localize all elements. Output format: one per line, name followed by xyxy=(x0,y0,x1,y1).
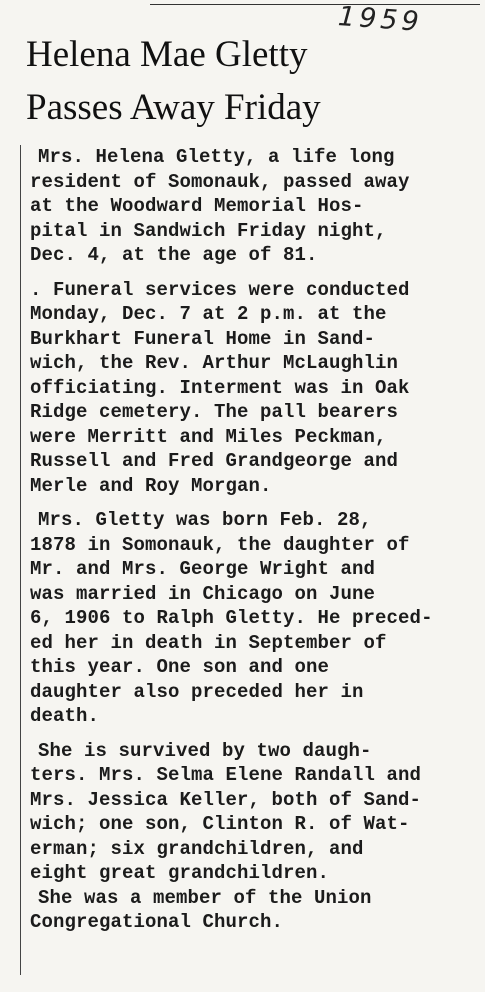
headline-line-1: Helena Mae Gletty xyxy=(26,34,308,75)
article-body xyxy=(30,145,470,935)
text-line: . Funeral services were conducted xyxy=(30,278,410,301)
text-line: pital in Sandwich Friday night, xyxy=(30,219,387,242)
text-line: daughter also preceded her in xyxy=(30,680,364,703)
text-line: erman; six grandchildren, and xyxy=(30,837,364,860)
headline-line-2: Passes Away Friday xyxy=(26,87,321,128)
top-rule xyxy=(150,4,480,5)
text-line: wich; one son, Clinton R. of Wat- xyxy=(30,813,410,835)
text-line: ters. Mrs. Selma Elene Randall and xyxy=(30,764,422,786)
text-line: Burkhart Funeral Home in Sand- xyxy=(30,327,376,350)
text-line: She is survived by two daugh- xyxy=(38,739,372,762)
text-line: Dec. 4, at the age of 81. xyxy=(30,244,318,266)
handwritten-year: 1959 xyxy=(337,1,424,38)
paragraph-5 xyxy=(30,886,470,935)
column-rule xyxy=(20,145,21,975)
text-line: Ridge cemetery. The pall bearers xyxy=(30,401,399,423)
text-line: Merle and Roy Morgan. xyxy=(30,474,272,497)
text-line: eight great grandchildren. xyxy=(30,862,330,884)
text-line: Mrs. Helena Gletty, a life long xyxy=(38,146,395,168)
text-line: 1878 in Somonauk, the daughter of xyxy=(30,533,410,556)
text-line: She was a member of the Union xyxy=(38,886,372,909)
text-line: Mrs. Jessica Keller, both of Sand- xyxy=(30,788,422,811)
text-line: resident of Somonauk, passed away xyxy=(30,170,410,193)
text-line: ed her in death in September of xyxy=(30,631,387,654)
text-line: Congregational Church. xyxy=(30,911,284,933)
text-line: officiating. Interment was in Oak xyxy=(30,376,410,399)
text-line: at the Woodward Memorial Hos- xyxy=(30,195,364,217)
text-line: death. xyxy=(30,705,100,727)
text-line: wich, the Rev. Arthur McLaughlin xyxy=(30,352,399,374)
text-line: this year. One son and one xyxy=(30,656,330,678)
text-line: were Merritt and Miles Peckman, xyxy=(30,425,387,448)
headline xyxy=(26,28,466,134)
text-line: was married in Chicago on June xyxy=(30,582,376,605)
text-line: 6, 1906 to Ralph Gletty. He preced- xyxy=(30,607,433,629)
paragraph-3 xyxy=(30,508,470,729)
text-line: Mr. and Mrs. George Wright and xyxy=(30,558,376,580)
text-line: Mrs. Gletty was born Feb. 28, xyxy=(38,509,372,531)
text-line: Russell and Fred Grandgeorge and xyxy=(30,450,399,472)
paragraph-1 xyxy=(30,145,470,268)
paragraph-4 xyxy=(30,739,470,886)
paragraph-2 xyxy=(30,278,470,499)
text-line: Monday, Dec. 7 at 2 p.m. at the xyxy=(30,303,387,325)
